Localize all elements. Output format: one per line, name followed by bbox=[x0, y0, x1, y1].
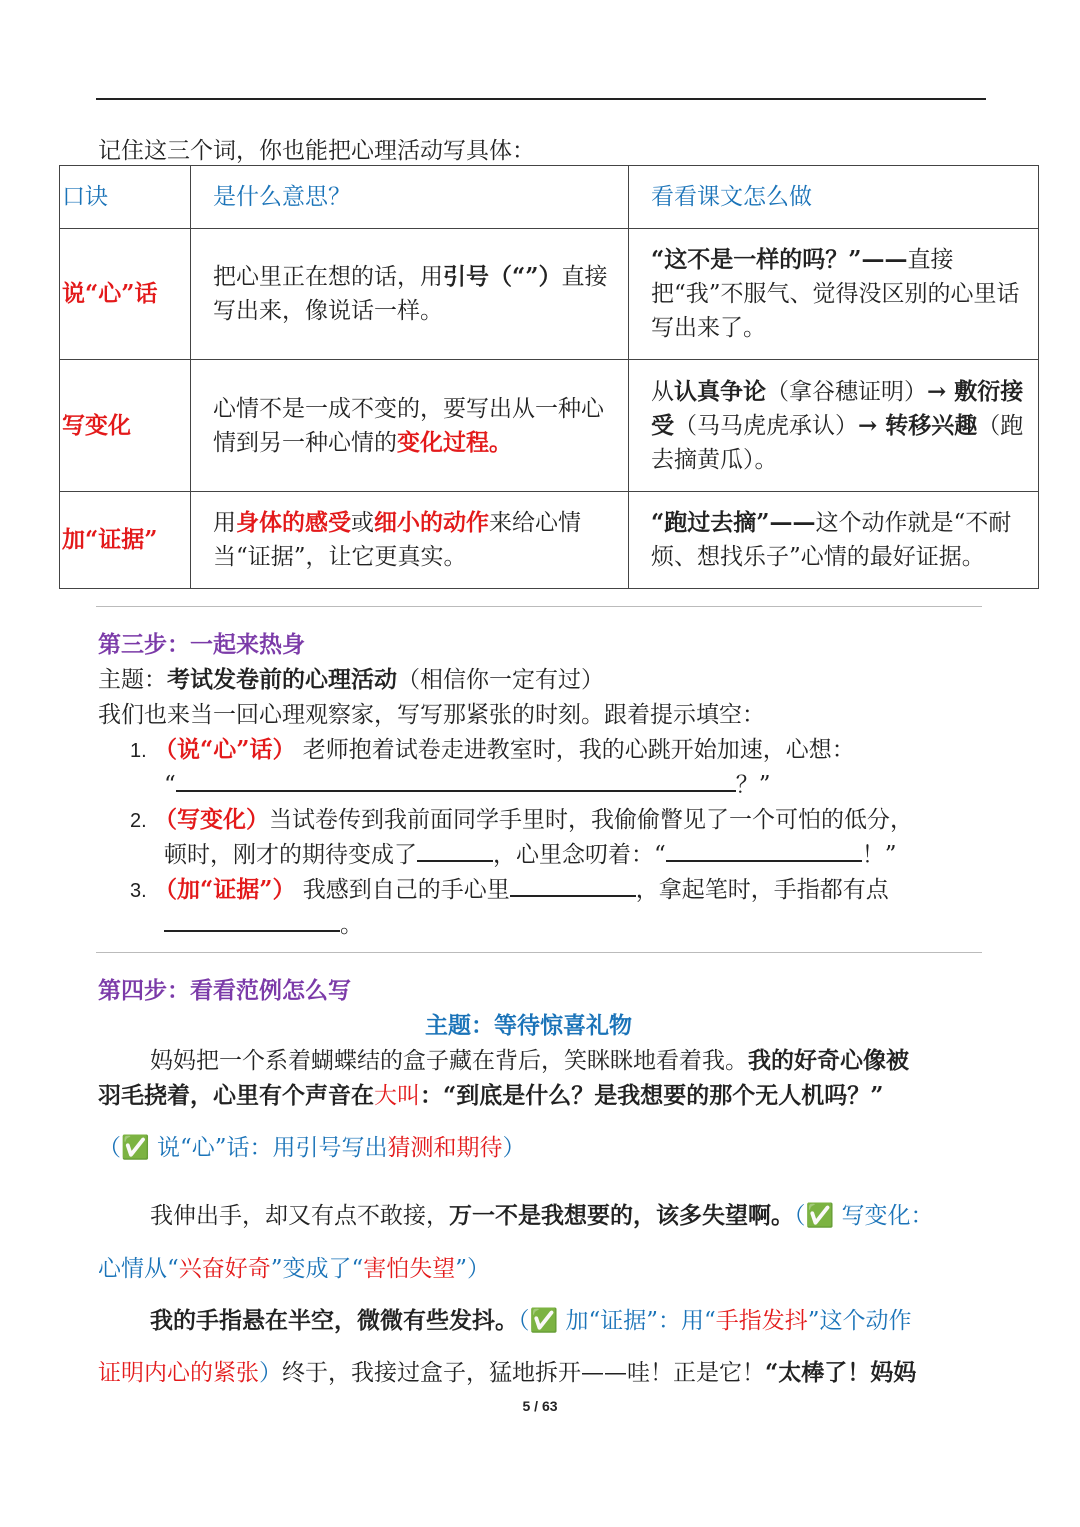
header-mnemonic: 口诀 bbox=[62, 184, 108, 210]
exercise-item-3-line2: 。 bbox=[164, 906, 363, 939]
table-row bbox=[60, 492, 1039, 589]
row-key: 加“证据” bbox=[62, 526, 158, 553]
step3-instruction: 我们也来当一回心理观察家，写写那紧张的时刻。跟着提示填空： bbox=[98, 702, 765, 728]
example-paragraph-1-line2: 羽毛挠着，心里有个声音在大叫：“到底是什么？是我想要的那个无人机吗？” bbox=[98, 1082, 884, 1109]
example-paragraph-1: 妈妈把一个系着蝴蝶结的盒子藏在背后，笑眯眯地看着我。我的好奇心像被 bbox=[150, 1047, 909, 1074]
exercise-item-2-line2: 顿时，刚才的期待变成了 ，心里念叨着：“ ！” bbox=[164, 836, 897, 869]
row-key: 写变化 bbox=[62, 411, 131, 439]
row-meaning: 用身体的感受或细小的动作来给心情当“证据”，让它更真实。 bbox=[213, 509, 581, 570]
example-paragraph-3: 我的手指悬在半空，微微有些发抖。（✅ 加“证据”：用“手指发抖”这个动作 bbox=[150, 1307, 912, 1334]
table-row bbox=[60, 360, 1039, 492]
exercise-item-1-line2: “ ？” bbox=[164, 766, 771, 799]
header-rule bbox=[96, 98, 986, 100]
intro-text: 记住这三个词，你也能把心理活动写具体： bbox=[98, 138, 535, 164]
section-divider bbox=[96, 606, 982, 607]
step4-title: 第四步：看看范例怎么写 bbox=[98, 977, 351, 1004]
header-meaning: 是什么意思？ bbox=[213, 184, 351, 210]
table-row bbox=[60, 229, 1039, 360]
exercise-item-2: 2. （写变化）当试卷传到我前面同学手里时，我偷偷瞥见了一个可怕的低分， bbox=[130, 806, 913, 833]
row-key: 说“心”话 bbox=[62, 280, 158, 307]
fill-blank[interactable] bbox=[164, 906, 340, 932]
example-paragraph-2: 我伸出手，却又有点不敢接，万一不是我想要的，该多失望啊。（✅ 写变化： bbox=[150, 1202, 934, 1229]
header-example: 看看课文怎么做 bbox=[651, 184, 812, 210]
row-example: “跑过去摘”——这个动作就是“不耐烦、想找乐子”心情的最好证据。 bbox=[651, 509, 1012, 570]
fill-blank[interactable] bbox=[666, 836, 862, 862]
table-header-row bbox=[60, 166, 1039, 229]
row-example: 从认真争论（拿谷穗证明）→ 敷衍接受（马马虎虎承认）→ 转移兴趣（跑去摘黄瓜）。 bbox=[651, 377, 1024, 473]
exercise-item-3: 3. （加“证据”） 我感到自己的手心里 ，拿起笔时，手指都有点 bbox=[130, 871, 889, 904]
row-meaning: 把心里正在想的话，用引号（“”）直接写出来，像说话一样。 bbox=[213, 263, 608, 324]
row-example: “这不是一样的吗？”——直接把“我”不服气、觉得没区别的心里话写出来了。 bbox=[651, 246, 1020, 341]
step3-topic: 主题：考试发卷前的心理活动（相信你一定有过） bbox=[98, 666, 604, 693]
fill-blank[interactable] bbox=[510, 871, 636, 897]
fill-blank[interactable] bbox=[417, 836, 493, 862]
step3-title: 第三步：一起来热身 bbox=[98, 631, 305, 658]
example-paragraph-3-line2: 证明内心的紧张）终于，我接过盒子，猛地拆开——哇！正是它！“太棒了！妈妈 bbox=[98, 1359, 917, 1386]
row-meaning: 心情不是一成不变的，要写出从一种心情到另一种心情的变化过程。 bbox=[213, 395, 604, 456]
fill-blank[interactable] bbox=[176, 766, 736, 792]
section-divider bbox=[96, 952, 982, 953]
exercise-item-1: 1. （说“心”话） 老师抱着试卷走进教室时，我的心跳开始加速，心想： bbox=[130, 736, 855, 763]
example-note-1: （✅ 说“心”话：用引号写出猜测和期待） bbox=[98, 1135, 526, 1161]
page-number: 5 / 63 bbox=[522, 1398, 558, 1414]
example-note-2: 心情从“兴奋好奇”变成了“害怕失望”） bbox=[98, 1256, 491, 1282]
step4-topic: 主题：等待惊喜礼物 bbox=[425, 1012, 632, 1039]
mnemonic-table bbox=[59, 165, 1039, 589]
